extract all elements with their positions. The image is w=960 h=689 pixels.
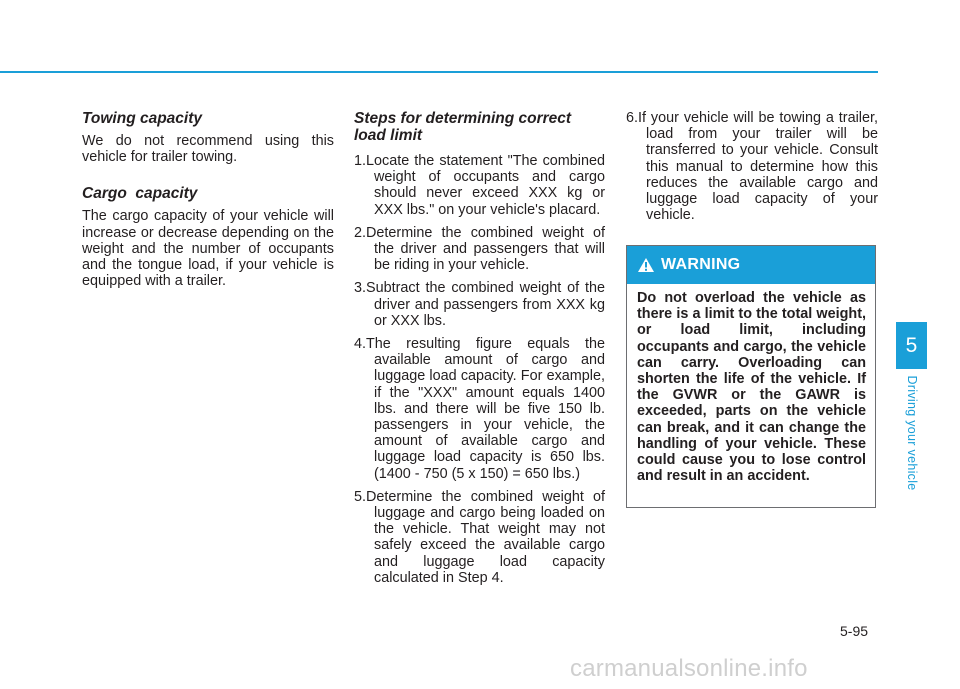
header-rule [0,71,878,73]
watermark: carmanualsonline.info [570,655,808,682]
warning-text: Do not overload the vehicle as there is a limit to the total weight, or load limit, including occupants and cargo, the vehicle can carry. Overloading can shorten the life of the vehicle. If the GVWR or the GAWR is exceeded, parts on the vehicle can break, and it can change the handling of your vehicle. These could cause you to lose control and result in an accident. [637,290,866,485]
load-limit-steps [354,153,605,586]
page-number: 5-95 [840,623,869,639]
warning-header [627,246,875,284]
warning-title: WARNING [661,256,741,273]
load-limit-heading: Steps for determining correct load limit [354,110,572,144]
towing-capacity-heading: Towing capacity [82,110,203,127]
warning-box [626,245,876,508]
step-5: 5.Determine the combined weight of luggage and cargo being loaded on the vehicle. That weight may not safely exceed the available cargo and luggage load capacity calculated in Step 4. [354,488,605,586]
column-middle [354,110,605,593]
step-2: 2.Determine the combined weight of the driver and passengers that will be riding in your vehicle. [354,224,605,274]
load-limit-steps-continued [626,110,878,223]
warning-triangle-icon [637,257,655,273]
chapter-label: Driving your vehicle [905,375,919,491]
cargo-capacity-heading: Cargo capacity [82,185,198,203]
column-right [626,110,878,230]
step-1: 1.Locate the statement "The combined weight of occupants and cargo should never exceed XXX kg or XXX lbs." on your vehicle's placard. [354,153,605,218]
towing-capacity-text: We do not recommend using this vehicle for trailer towing. [82,133,334,166]
column-left [82,110,334,309]
step-4: 4.The resulting figure equals the available amount of cargo and luggage load capacity. For example, if the "XXX" amount equals 1400 lbs. and there will be five 150 lb. passengers in your vehicle, the amount of available cargo and luggage load capacity is 650 lbs. (1400 - 750 (5 x 150) = 650 lbs.) [354,336,605,482]
chapter-tab: 5 [896,322,927,369]
cargo-capacity-text: The cargo capacity of your vehicle will increase or decrease depending on the weight and the number of occupants and the tongue load, if your vehicle is equipped with a trailer. [82,208,334,290]
step-6: 6.If your vehicle will be towing a trailer, load from your trailer will be transferred to your vehicle. Consult this manual to determine how this reduces the available cargo and luggage load capacity of your vehicle. [626,110,878,224]
step-3: 3.Subtract the combined weight of the driver and passengers from XXX kg or XXX lbs. [354,280,605,329]
